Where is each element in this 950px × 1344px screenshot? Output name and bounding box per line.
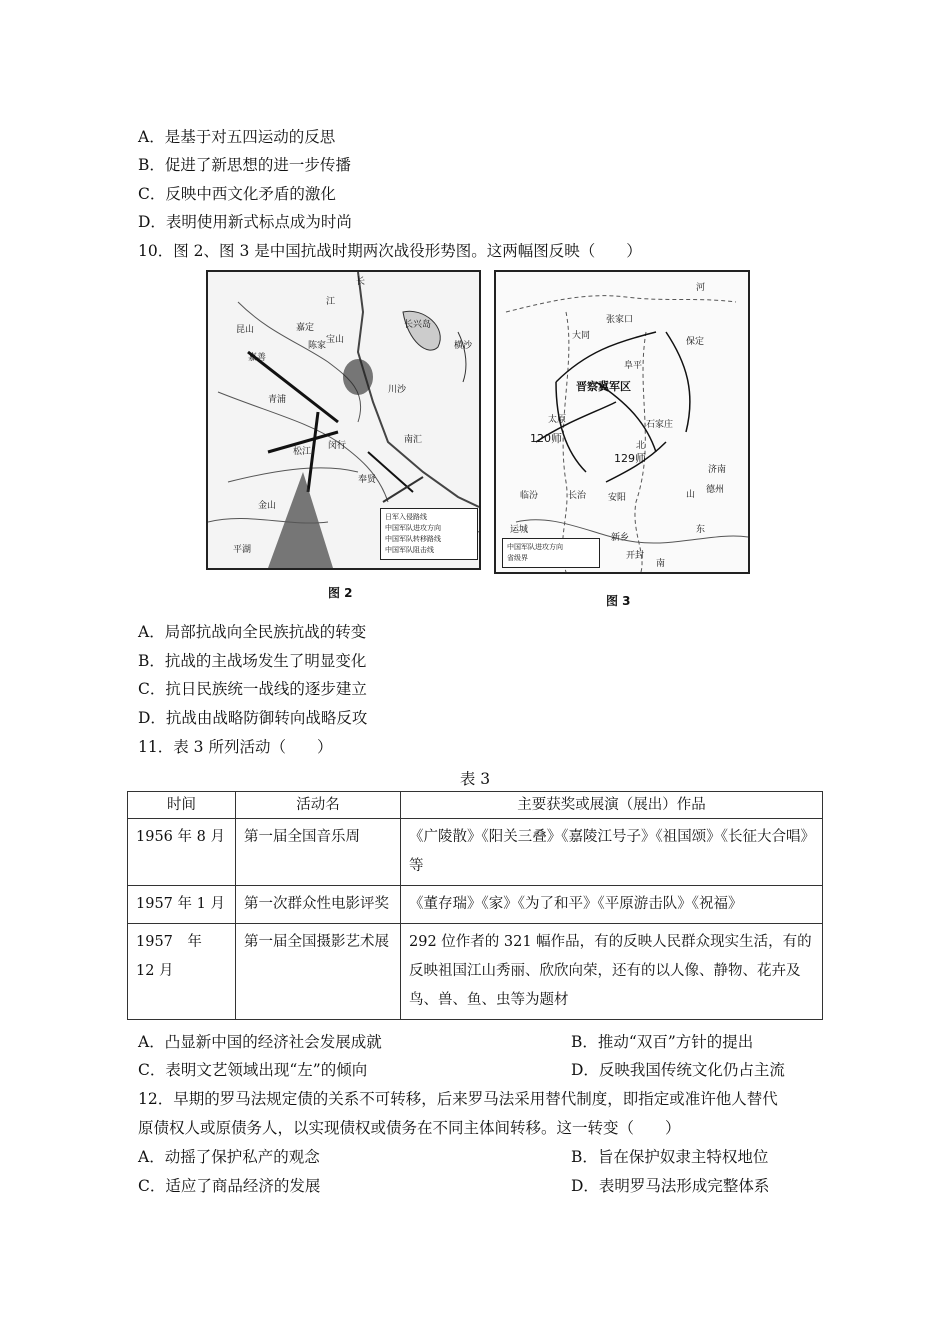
q12-option-b: B．旨在保护奴隶主特权地位 xyxy=(571,1148,769,1166)
map2-legend-item: 中国军队转移路线 xyxy=(385,535,441,543)
q9-option-d: D．表明使用新式标点成为时尚 xyxy=(138,213,352,231)
map3-label: 山 xyxy=(686,490,696,500)
table-header-cell: 活动名 xyxy=(236,792,401,819)
table-cell: 第一届全国音乐周 xyxy=(236,819,401,886)
table-cell: 1956 年 8 月 xyxy=(128,819,236,886)
map3-label: 河 xyxy=(696,283,706,293)
table-3-caption: 表 3 xyxy=(459,770,491,788)
figure-2-caption: 图 2 xyxy=(328,586,353,600)
map2-label: 江 xyxy=(326,297,336,307)
map2-label: 青浦 xyxy=(268,395,287,405)
map2-label: 金山 xyxy=(258,501,277,511)
map3-label: 德州 xyxy=(706,485,725,495)
q11-option-b: B．推动“双百”方针的提出 xyxy=(571,1033,754,1051)
map2-label: 昆山 xyxy=(236,325,255,335)
map3-legend-item: 中国军队进攻方向 xyxy=(507,543,563,551)
map3-label: 保定 xyxy=(686,337,705,347)
q12-option-c: C．适应了商品经济的发展 xyxy=(138,1177,321,1195)
table-cell: 1957 年 12 月 xyxy=(128,924,236,1020)
map3-label: 太原 xyxy=(548,415,567,425)
map3-label: 东 xyxy=(696,525,706,535)
table-row xyxy=(128,819,823,886)
table-header-cell: 主要获奖或展演（展出）作品 xyxy=(401,792,823,819)
map2-label: 长 xyxy=(356,277,366,287)
map3-legend-item: 省级界 xyxy=(507,554,528,562)
map3-label: 大同 xyxy=(572,331,591,341)
map2-legend xyxy=(380,508,478,560)
map3-label: 济南 xyxy=(708,465,727,475)
map2-label: 南汇 xyxy=(404,435,423,445)
map3-label: 新乡 xyxy=(611,533,630,543)
table-cell: 《董存瑞》《家》《为了和平》《平原游击队》《祝福》 xyxy=(401,886,823,924)
map2-label: 闵行 xyxy=(328,441,347,451)
q12-option-d: D．表明罗马法形成完整体系 xyxy=(571,1177,770,1195)
q10-option-c: C．抗日民族统一战线的逐步建立 xyxy=(138,680,367,698)
map2-label: 松江 xyxy=(293,447,312,457)
map2-label: 陈家 xyxy=(308,341,327,351)
map3-label: 安阳 xyxy=(608,493,627,503)
q10-option-a: A．局部抗战向全民族抗战的转变 xyxy=(138,623,367,641)
map3-legend xyxy=(502,538,600,568)
figure-3-map xyxy=(494,270,750,574)
q11-stem: 11．表 3 所列活动（ ） xyxy=(138,738,333,756)
map2-legend-item: 日军入侵路线 xyxy=(385,513,427,521)
map2-label: 川沙 xyxy=(388,385,407,395)
table-cell: 第一次群众性电影评奖 xyxy=(236,886,401,924)
table-3 xyxy=(127,791,823,1020)
map3-label: 120师 xyxy=(530,432,562,445)
map3-label: 南 xyxy=(656,559,666,569)
table-row xyxy=(128,924,823,1020)
map2-legend-item: 中国军队进攻方向 xyxy=(385,524,441,532)
q10-stem: 10．图 2、图 3 是中国抗战时期两次战役形势图。这两幅图反映（ ） xyxy=(138,242,642,260)
map3-label: 晋察冀军区 xyxy=(576,380,631,393)
map2-label: 长兴岛 xyxy=(404,320,432,330)
map2-label: 平湖 xyxy=(233,545,252,555)
table-cell: 《广陵散》《阳关三叠》《嘉陵江号子》《祖国颂》《长征大合唱》等 xyxy=(401,819,823,886)
q9-option-c: C．反映中西文化矛盾的激化 xyxy=(138,185,336,203)
q10-option-d: D．抗战由战略防御转向战略反攻 xyxy=(138,709,368,727)
table-row xyxy=(128,886,823,924)
map3-label: 运城 xyxy=(510,525,529,535)
map3-label: 张家口 xyxy=(606,315,634,325)
table-cell: 292 位作者的 321 幅作品，有的反映人民群众现实生活，有的反映祖国江山秀丽、欣欣向荣，还有的以人像、静物、花卉及鸟、兽、鱼、虫等为题材 xyxy=(401,924,823,1020)
map3-label: 阜平 xyxy=(624,361,643,371)
q10-maps xyxy=(206,268,751,608)
table-header-cell: 时间 xyxy=(128,792,236,819)
map2-label: 宝山 xyxy=(326,335,345,345)
q11-option-d: D．反映我国传统文化仍占主流 xyxy=(571,1061,785,1079)
table-cell: 1957 年 1 月 xyxy=(128,886,236,924)
map3-label: 129师 xyxy=(614,452,646,465)
map3-label: 石家庄 xyxy=(646,420,674,430)
figure-2-map xyxy=(206,270,481,570)
q12-stem-line-1: 12．早期的罗马法规定债的关系不可转移，后来罗马法采用替代制度，即指定或准许他人替代 xyxy=(138,1090,778,1108)
q12-option-a: A．动摇了保护私产的观念 xyxy=(138,1148,320,1166)
map3-label: 长治 xyxy=(568,491,587,501)
map3-label: 开封 xyxy=(626,551,645,561)
q11-option-a: A．凸显新中国的经济社会发展成就 xyxy=(138,1033,382,1051)
table-cell: 第一届全国摄影艺术展 xyxy=(236,924,401,1020)
map2-label: 嘉善 xyxy=(248,353,267,363)
map2-legend-item: 中国军队阻击线 xyxy=(385,546,434,554)
map2-label: 奉贤 xyxy=(358,475,377,485)
q11-option-c: C．表明文艺领域出现“左”的倾向 xyxy=(138,1061,368,1079)
map2-label: 横沙 xyxy=(454,341,473,351)
q9-option-b: B．促进了新思想的进一步传播 xyxy=(138,156,351,174)
figure-3-caption: 图 3 xyxy=(606,594,631,608)
q9-option-a: A．是基于对五四运动的反思 xyxy=(138,128,336,146)
map3-label: 临汾 xyxy=(520,491,539,501)
map2-label: 嘉定 xyxy=(296,323,315,333)
q10-option-b: B．抗战的主战场发生了明显变化 xyxy=(138,652,367,670)
q12-stem-line-2: 原债权人或原债务人，以实现债权或债务在不同主体间转移。这一转变（ ） xyxy=(138,1119,681,1137)
map3-label: 北 xyxy=(636,441,646,451)
table-header-row xyxy=(128,792,823,819)
